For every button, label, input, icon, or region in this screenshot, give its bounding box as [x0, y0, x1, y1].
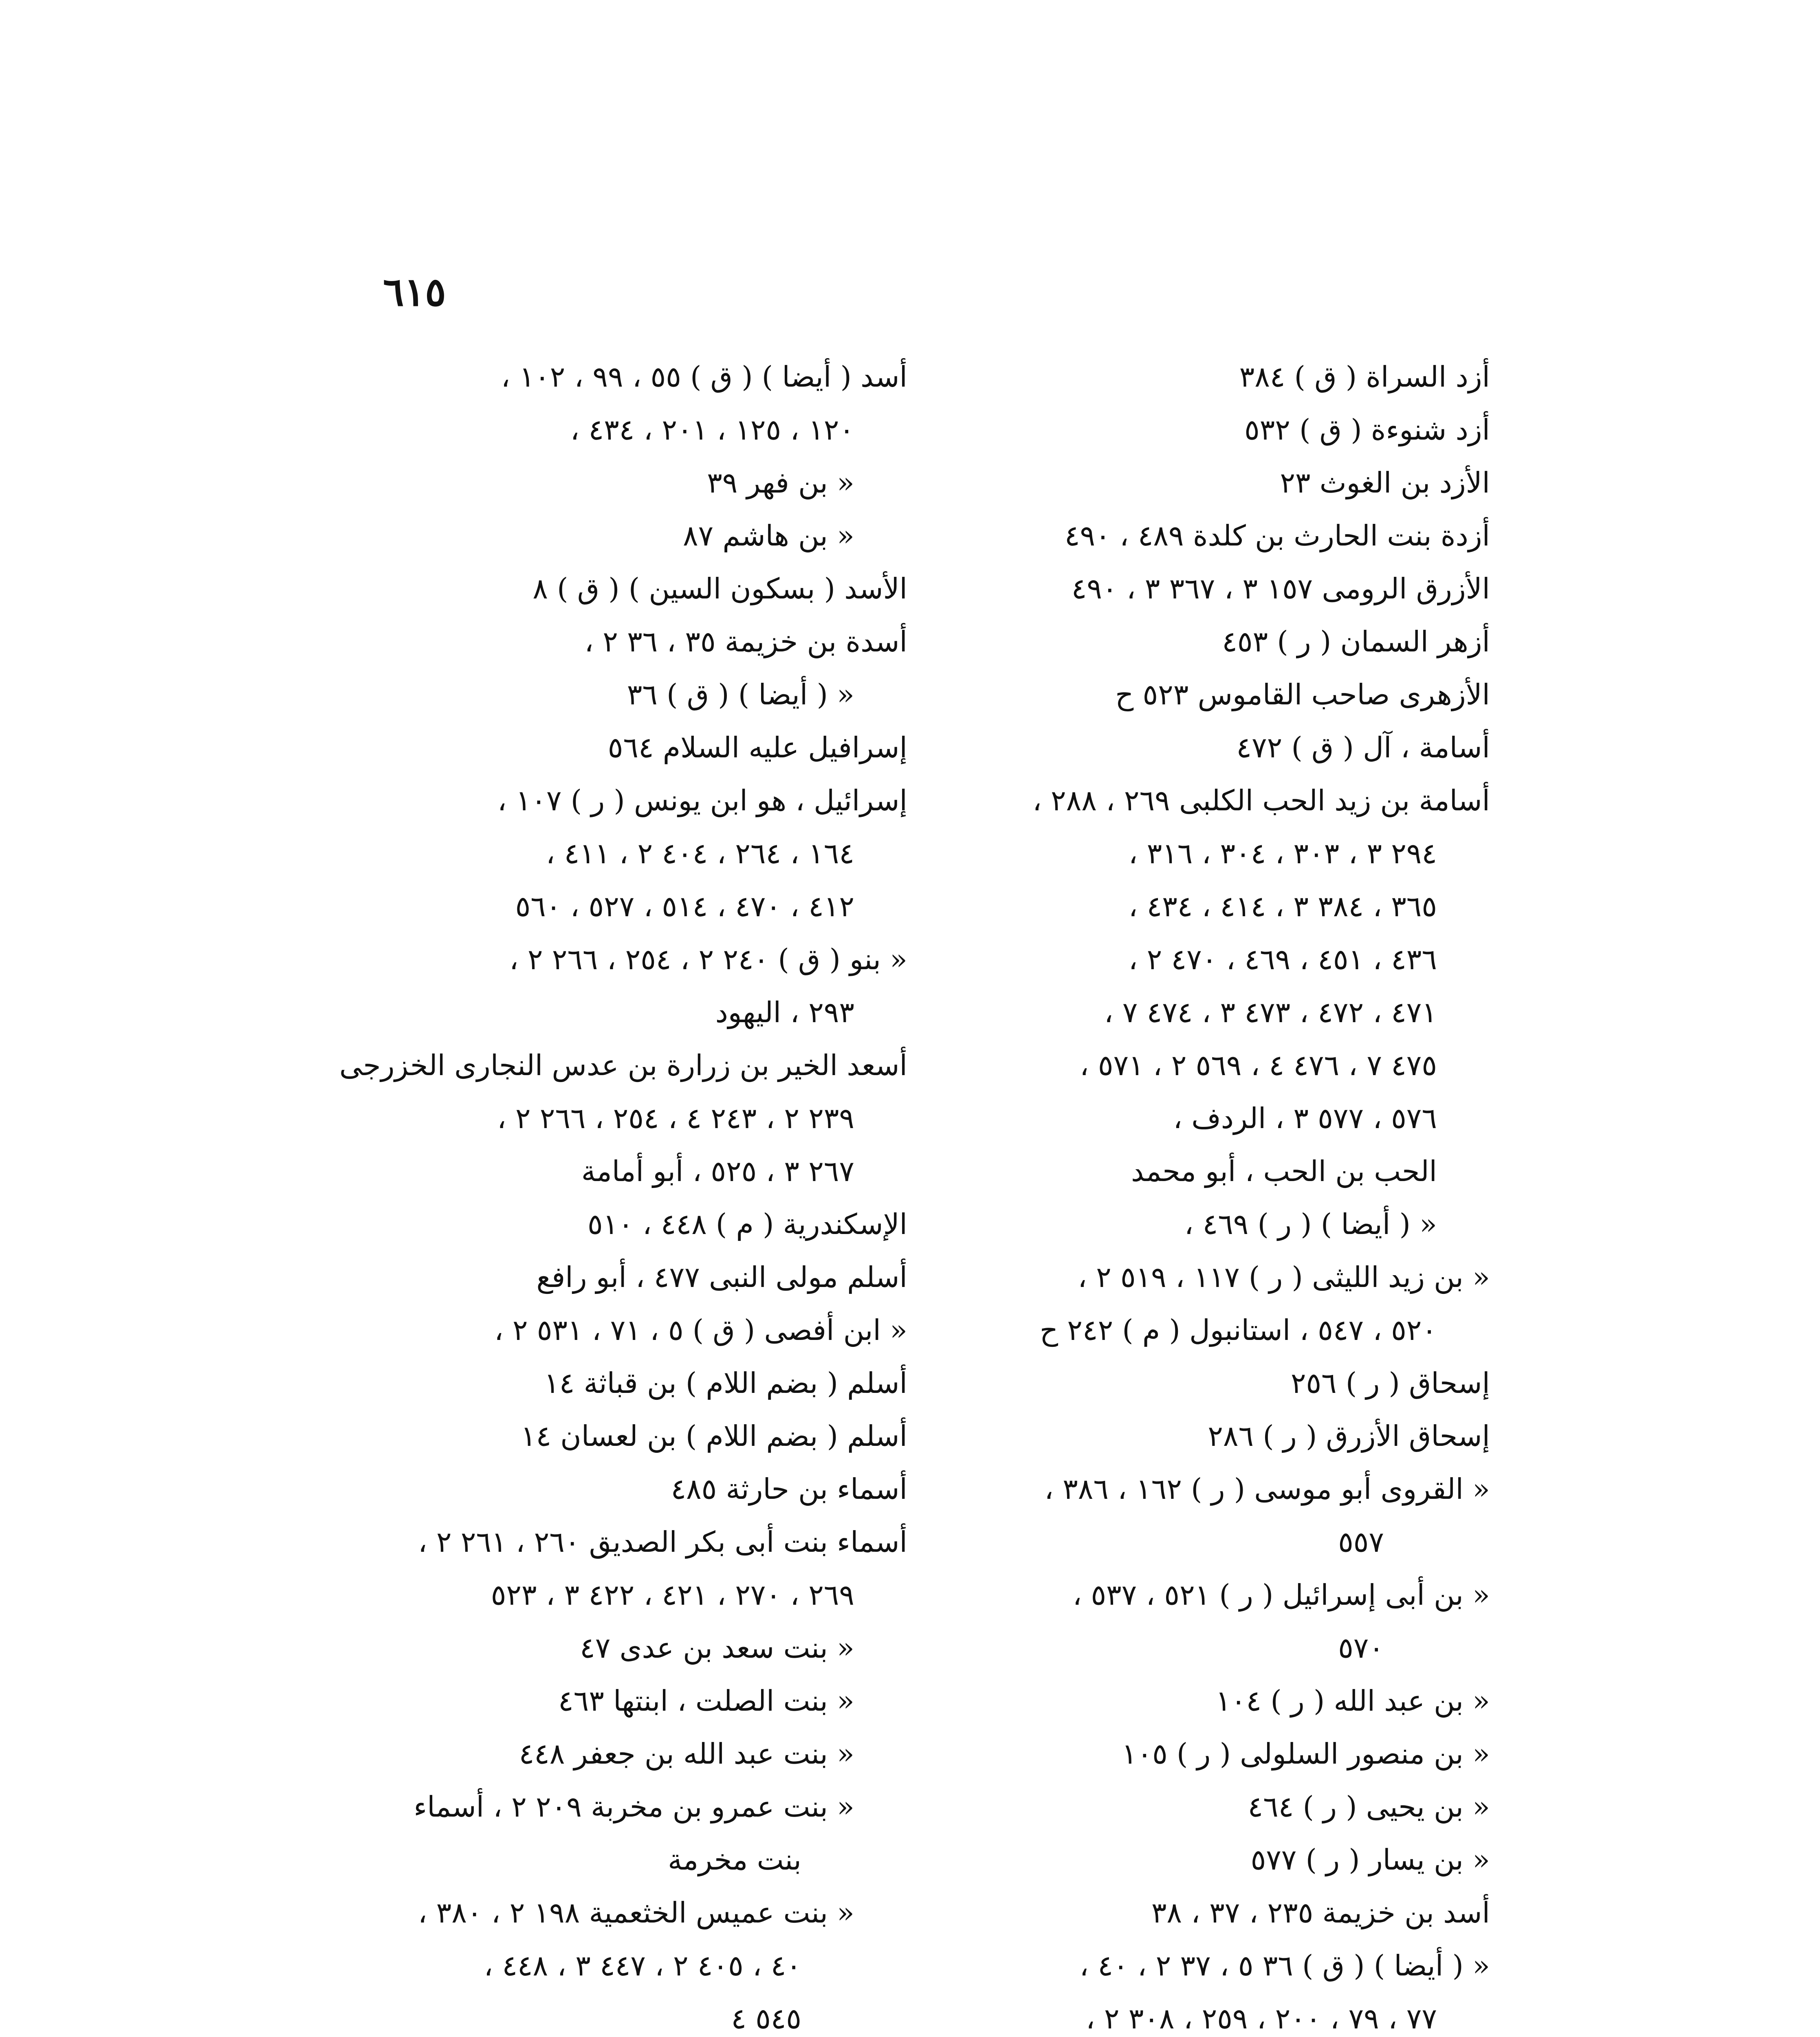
- index-entry: إسحاق الأزرق ( ر ) ٢٨٦: [1208, 1419, 1490, 1453]
- index-entry: الإسكندرية ( م ) ٤٤٨ ، ٥١٠: [587, 1208, 907, 1241]
- index-entry: « بن أبى إسرائيل ( ر ) ٥٢١ ، ٥٣٧ ،: [1072, 1578, 1490, 1612]
- index-entry: « القروى أبو موسى ( ر ) ١٦٢ ، ٣٨٦ ،: [1044, 1472, 1490, 1506]
- index-entry: « بن هاشم ٨٧: [682, 519, 854, 552]
- index-entry: « ( أيضا ) ( ق ) ٣٦ ٥ ، ٣٧ ٢ ، ٤٠ ،: [1079, 1949, 1490, 1982]
- index-entry: « ( أيضا ) ( ر ) ٤٦٩ ،: [1184, 1208, 1437, 1241]
- index-entry: « بنت الصلت ، ابنتها ٤٦٣: [558, 1684, 854, 1718]
- index-entry: ٢٦٩ ، ٢٧٠ ، ٤٢١ ، ٤٢٢ ٣ ، ٥٢٣: [491, 1578, 854, 1612]
- index-entry: ٤٠ ، ٤٠٥ ٢ ، ٤٤٧ ٣ ، ٤٤٨ ،: [484, 1949, 801, 1982]
- index-entry: بنت مخرمة: [668, 1843, 801, 1876]
- index-entry: ٥٧٠: [1338, 1631, 1384, 1665]
- index-entry: أسلم ( بضم اللام ) بن لعسان ١٤: [520, 1419, 907, 1453]
- index-entry: أزد السراة ( ق ) ٣٨٤: [1239, 360, 1490, 394]
- index-entry: أسدة بن خزيمة ٣٥ ، ٣٦ ٢ ،: [584, 625, 907, 658]
- index-entry: أسد ( أيضا ) ( ق ) ٥٥ ، ٩٩ ، ١٠٢ ،: [501, 360, 907, 394]
- index-column-left: [329, 350, 907, 2037]
- index-entry: أسامة ، آل ( ق ) ٤٧٢: [1236, 731, 1490, 764]
- index-entry: ٤١٢ ، ٤٧٠ ، ٥١٤ ، ٥٢٧ ، ٥٦٠: [515, 890, 854, 923]
- index-entry: « ابن أفصى ( ق ) ٥ ، ٧١ ، ٥٣١ ٢ ،: [494, 1313, 907, 1347]
- index-entry: ١٦٤ ، ٢٦٤ ، ٤٠٤ ٢ ، ٤١١ ،: [546, 837, 854, 870]
- index-entry: أسعد الخير بن زرارة بن عدس النجارى الخزرجى: [339, 1049, 907, 1082]
- index-column-right: [895, 350, 1490, 2037]
- index-entry: إسحاق ( ر ) ٢٥٦: [1290, 1366, 1490, 1400]
- index-entry: ٤٣٦ ، ٤٥١ ، ٤٦٩ ، ٤٧٠ ٢ ،: [1128, 943, 1437, 976]
- index-entry: « بن يسار ( ر ) ٥٧٧: [1250, 1843, 1490, 1876]
- index-entry: الحب بن الحب ، أبو محمد: [1131, 1155, 1437, 1188]
- index-entry: أسماء بن حارثة ٤٨٥: [671, 1472, 907, 1506]
- index-entry: « بن عبد الله ( ر ) ١٠٤: [1215, 1684, 1490, 1718]
- page-number: ٦١٥: [383, 269, 446, 315]
- index-entry: ١٢٠ ، ١٢٥ ، ٢٠١ ، ٤٣٤ ،: [570, 413, 854, 447]
- index-entry: ٢٩٣ ، اليهود: [715, 996, 854, 1029]
- index-entry: ٣٦٥ ، ٣٨٤ ٣ ، ٤١٤ ، ٤٣٤ ،: [1128, 890, 1437, 923]
- index-entry: الأزد بن الغوث ٢٣: [1280, 466, 1490, 499]
- index-entry: أسامة بن زيد الحب الكلبى ٢٦٩ ، ٢٨٨ ،: [1032, 784, 1490, 817]
- index-entry: ٥٤٥ ٤: [731, 2002, 801, 2035]
- index-entry: ٥٥٧: [1338, 1525, 1384, 1559]
- index-entry: « بن منصور السلولى ( ر ) ١٠٥: [1121, 1737, 1490, 1771]
- index-entry: ٥٢٠ ، ٥٤٧ ، استانبول ( م ) ٢٤٢ ح: [1039, 1313, 1437, 1347]
- index-entry: « بن فهر ٣٩: [707, 466, 854, 499]
- index-entry: إسرافيل عليه السلام ٥٦٤: [607, 731, 907, 764]
- index-entry: « بن يحيى ( ر ) ٤٦٤: [1248, 1790, 1490, 1824]
- index-entry: الأزرق الرومى ١٥٧ ٣ ، ٣٦٧ ٣ ، ٤٩٠: [1071, 572, 1490, 605]
- index-entry: إسرائيل ، هو ابن يونس ( ر ) ١٠٧ ،: [497, 784, 907, 817]
- index-entry: ٢٩٤ ٣ ، ٣٠٣ ، ٣٠٤ ، ٣١٦ ،: [1128, 837, 1437, 870]
- index-entry: أزد شنوءة ( ق ) ٥٣٢: [1244, 413, 1490, 447]
- index-entry: أزدة بنت الحارث بن كلدة ٤٨٩ ، ٤٩٠: [1064, 519, 1490, 552]
- index-entry: « بنت عمرو بن مخربة ٢٠٩ ٢ ، أسماء: [414, 1790, 854, 1824]
- index-entry: الأسد ( بسكون السين ) ( ق ) ٨: [533, 572, 907, 605]
- index-entry: ٢٦٧ ٣ ، ٥٢٥ ، أبو أمامة: [581, 1155, 854, 1188]
- index-entry: « بن زيد الليثى ( ر ) ١١٧ ، ٥١٩ ٢ ،: [1078, 1260, 1490, 1294]
- index-entry: الأزهرى صاحب القاموس ٥٢٣ ح: [1115, 678, 1490, 711]
- index-entry: ٤٧١ ، ٤٧٢ ، ٤٧٣ ٣ ، ٤٧٤ ٧ ،: [1104, 996, 1437, 1029]
- index-entry: أسد بن خزيمة ٢٣٥ ، ٣٧ ، ٣٨: [1151, 1896, 1490, 1929]
- index-entry: أسلم ( بضم اللام ) بن قباثة ١٤: [544, 1366, 907, 1400]
- index-entry: أزهر السمان ( ر ) ٤٥٣: [1222, 625, 1490, 658]
- index-entry: « بنو ( ق ) ٢٤٠ ٢ ، ٢٥٤ ، ٢٦٦ ٢ ،: [509, 943, 907, 976]
- index-entry: ٧٧ ، ٧٩ ، ٢٠٠ ، ٢٥٩ ، ٣٠٨ ٢ ،: [1086, 2002, 1437, 2035]
- index-entry: أسلم مولى النبى ٤٧٧ ، أبو رافع: [536, 1260, 907, 1294]
- index-entry: « بنت سعد بن عدى ٤٧: [580, 1631, 854, 1665]
- index-entry: « بنت عبد الله بن جعفر ٤٤٨: [519, 1737, 854, 1771]
- index-entry: ٤٧٥ ٧ ، ٤٧٦ ٤ ، ٥٦٩ ٢ ، ٥٧١ ،: [1080, 1049, 1437, 1082]
- index-entry: ٥٧٦ ، ٥٧٧ ٣ ، الردف ،: [1173, 1102, 1437, 1135]
- index-entry: « بنت عميس الخثعمية ١٩٨ ٢ ، ٣٨٠ ،: [418, 1896, 854, 1929]
- index-entry: « ( أيضا ) ( ق ) ٣٦: [627, 678, 854, 711]
- index-entry: ٢٣٩ ٢ ، ٢٤٣ ٤ ، ٢٥٤ ، ٢٦٦ ٢ ،: [497, 1102, 854, 1135]
- index-entry: أسماء بنت أبى بكر الصديق ٢٦٠ ، ٢٦١ ٢ ،: [418, 1525, 907, 1559]
